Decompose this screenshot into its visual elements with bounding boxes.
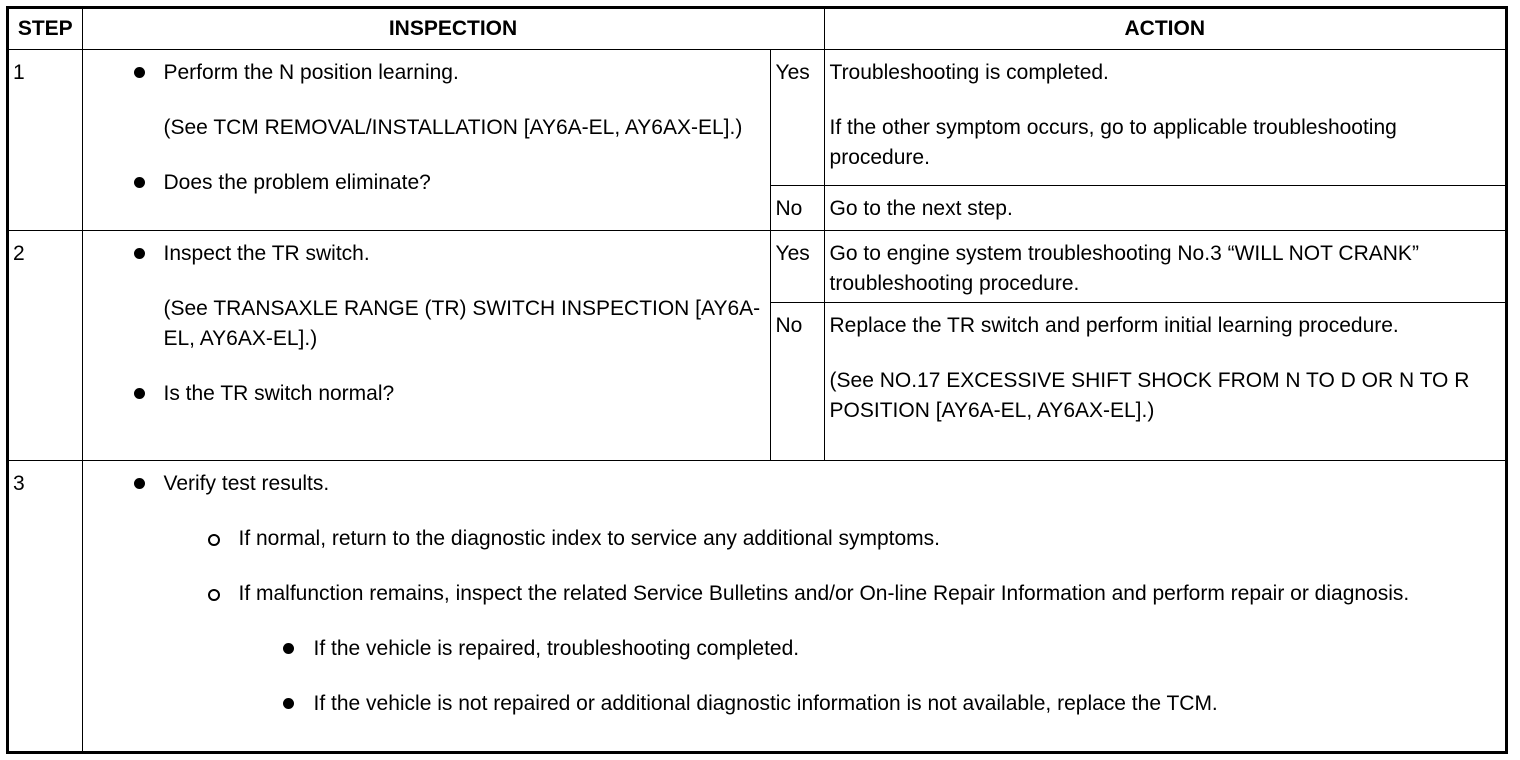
header-action: ACTION [824, 9, 1505, 50]
action-text: If the other symptom occurs, go to applicable troubleshooting procedure. [829, 116, 1397, 169]
step-number: 3 [9, 461, 82, 752]
action-text: Replace the TR switch and perform initial learning procedure. [829, 314, 1399, 337]
bullet-item: Inspect the TR switch. [83, 239, 762, 269]
bullet-item: Verify test results. [83, 469, 1498, 499]
bullet-item: Is the TR switch normal? [83, 379, 762, 409]
step-number: 2 [9, 231, 82, 461]
no-action [824, 303, 1505, 461]
nested-bullet-item: If the vehicle is repaired, troubleshooting completed. [83, 634, 1498, 664]
sub-bullet-item: If normal, return to the diagnostic index to service any additional symptoms. [83, 524, 1498, 554]
header-step: STEP [9, 9, 82, 50]
sub-bullet-item: If malfunction remains, inspect the related Service Bulletins and/or On-line Repair Information and perform repair or diagnosis. [83, 579, 1498, 609]
troubleshooting-table [9, 9, 1505, 751]
header-inspection: INSPECTION [82, 9, 824, 50]
yes-label: Yes [770, 50, 824, 186]
troubleshooting-table-frame [6, 6, 1508, 754]
yes-label: Yes [770, 231, 824, 303]
reference-text: (See TCM REMOVAL/INSTALLATION [AY6A-EL, AY6AX-EL].) [163, 116, 743, 139]
step-number: 1 [9, 50, 82, 231]
action-text: Go to engine system troubleshooting No.3 “WILL NOT CRANK” troubleshooting procedure. [829, 242, 1419, 295]
step-2-yes-row [9, 231, 1505, 303]
step-1-inspection [82, 50, 770, 231]
no-action [824, 186, 1505, 231]
action-text: Troubleshooting is completed. [829, 61, 1109, 84]
yes-action [824, 50, 1505, 186]
yes-action [824, 231, 1505, 303]
no-label: No [770, 186, 824, 231]
bullet-item: Does the problem eliminate? [83, 168, 762, 198]
step-3-row [9, 461, 1505, 752]
reference-text: (See TRANSAXLE RANGE (TR) SWITCH INSPECTION [AY6A-EL, AY6AX-EL].) [163, 297, 761, 350]
header-row [9, 9, 1505, 50]
step-2-inspection [82, 231, 770, 461]
step-3-inspection [82, 461, 1505, 752]
nested-bullet-item: If the vehicle is not repaired or additional diagnostic information is not available, replace the TCM. [83, 689, 1498, 719]
bullet-item: Perform the N position learning. [83, 58, 762, 88]
step-1-yes-row [9, 50, 1505, 186]
action-text: Go to the next step. [829, 197, 1013, 220]
no-label: No [770, 303, 824, 461]
action-text: (See NO.17 EXCESSIVE SHIFT SHOCK FROM N TO D OR N TO R POSITION [AY6A-EL, AY6AX-EL].) [829, 369, 1470, 422]
